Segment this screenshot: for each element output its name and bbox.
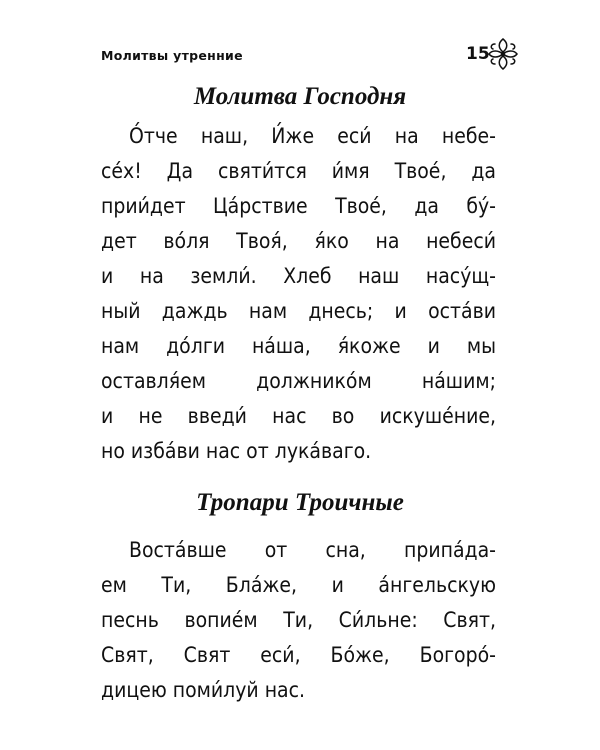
text-line: се́х! Да святи́тся и́мя Твое́, да <box>101 159 496 183</box>
text-line: и на земли́. Хлеб наш насу́щ- <box>101 264 496 288</box>
text-line: песнь вопие́м Ти, Си́льне: Свят, <box>101 608 496 632</box>
text-line: дицею поми́луй нас. <box>101 678 306 702</box>
text-line: ный даждь нам днесь; и оста́ви <box>101 299 496 323</box>
text-line: Свят, Свят еси́, Бо́же, Богоро́- <box>101 643 496 667</box>
text-line: Воста́вше от сна, припа́да- <box>129 538 496 562</box>
text-line: и не введи́ нас во искуше́ние, <box>101 404 496 428</box>
section-title: Молитва Господня <box>193 83 407 110</box>
text-line: дет во́ля Твоя́, я́ко на небеси́ <box>101 229 496 253</box>
text-line: оставля́ем должнико́м на́шим; <box>101 369 496 393</box>
floral-ornament-icon <box>486 36 520 72</box>
running-title: Молитвы утренние <box>101 48 243 63</box>
text-line: но изба́ви нас от лука́ваго. <box>101 439 372 463</box>
prayer-body <box>101 533 496 708</box>
text-line: О́тче наш, И́же еси́ на небе- <box>129 124 496 148</box>
section-title: Тропари Троичные <box>196 489 404 516</box>
text-line: нам до́лги на́ша, я́коже и мы <box>101 334 496 358</box>
text-line: прии́дет Ца́рствие Твое́, да бу́- <box>101 194 496 218</box>
text-line: ем Ти, Бла́же, и а́нгельскую <box>101 573 496 597</box>
page-number: 15 <box>466 44 490 64</box>
prayer-body <box>101 119 496 469</box>
